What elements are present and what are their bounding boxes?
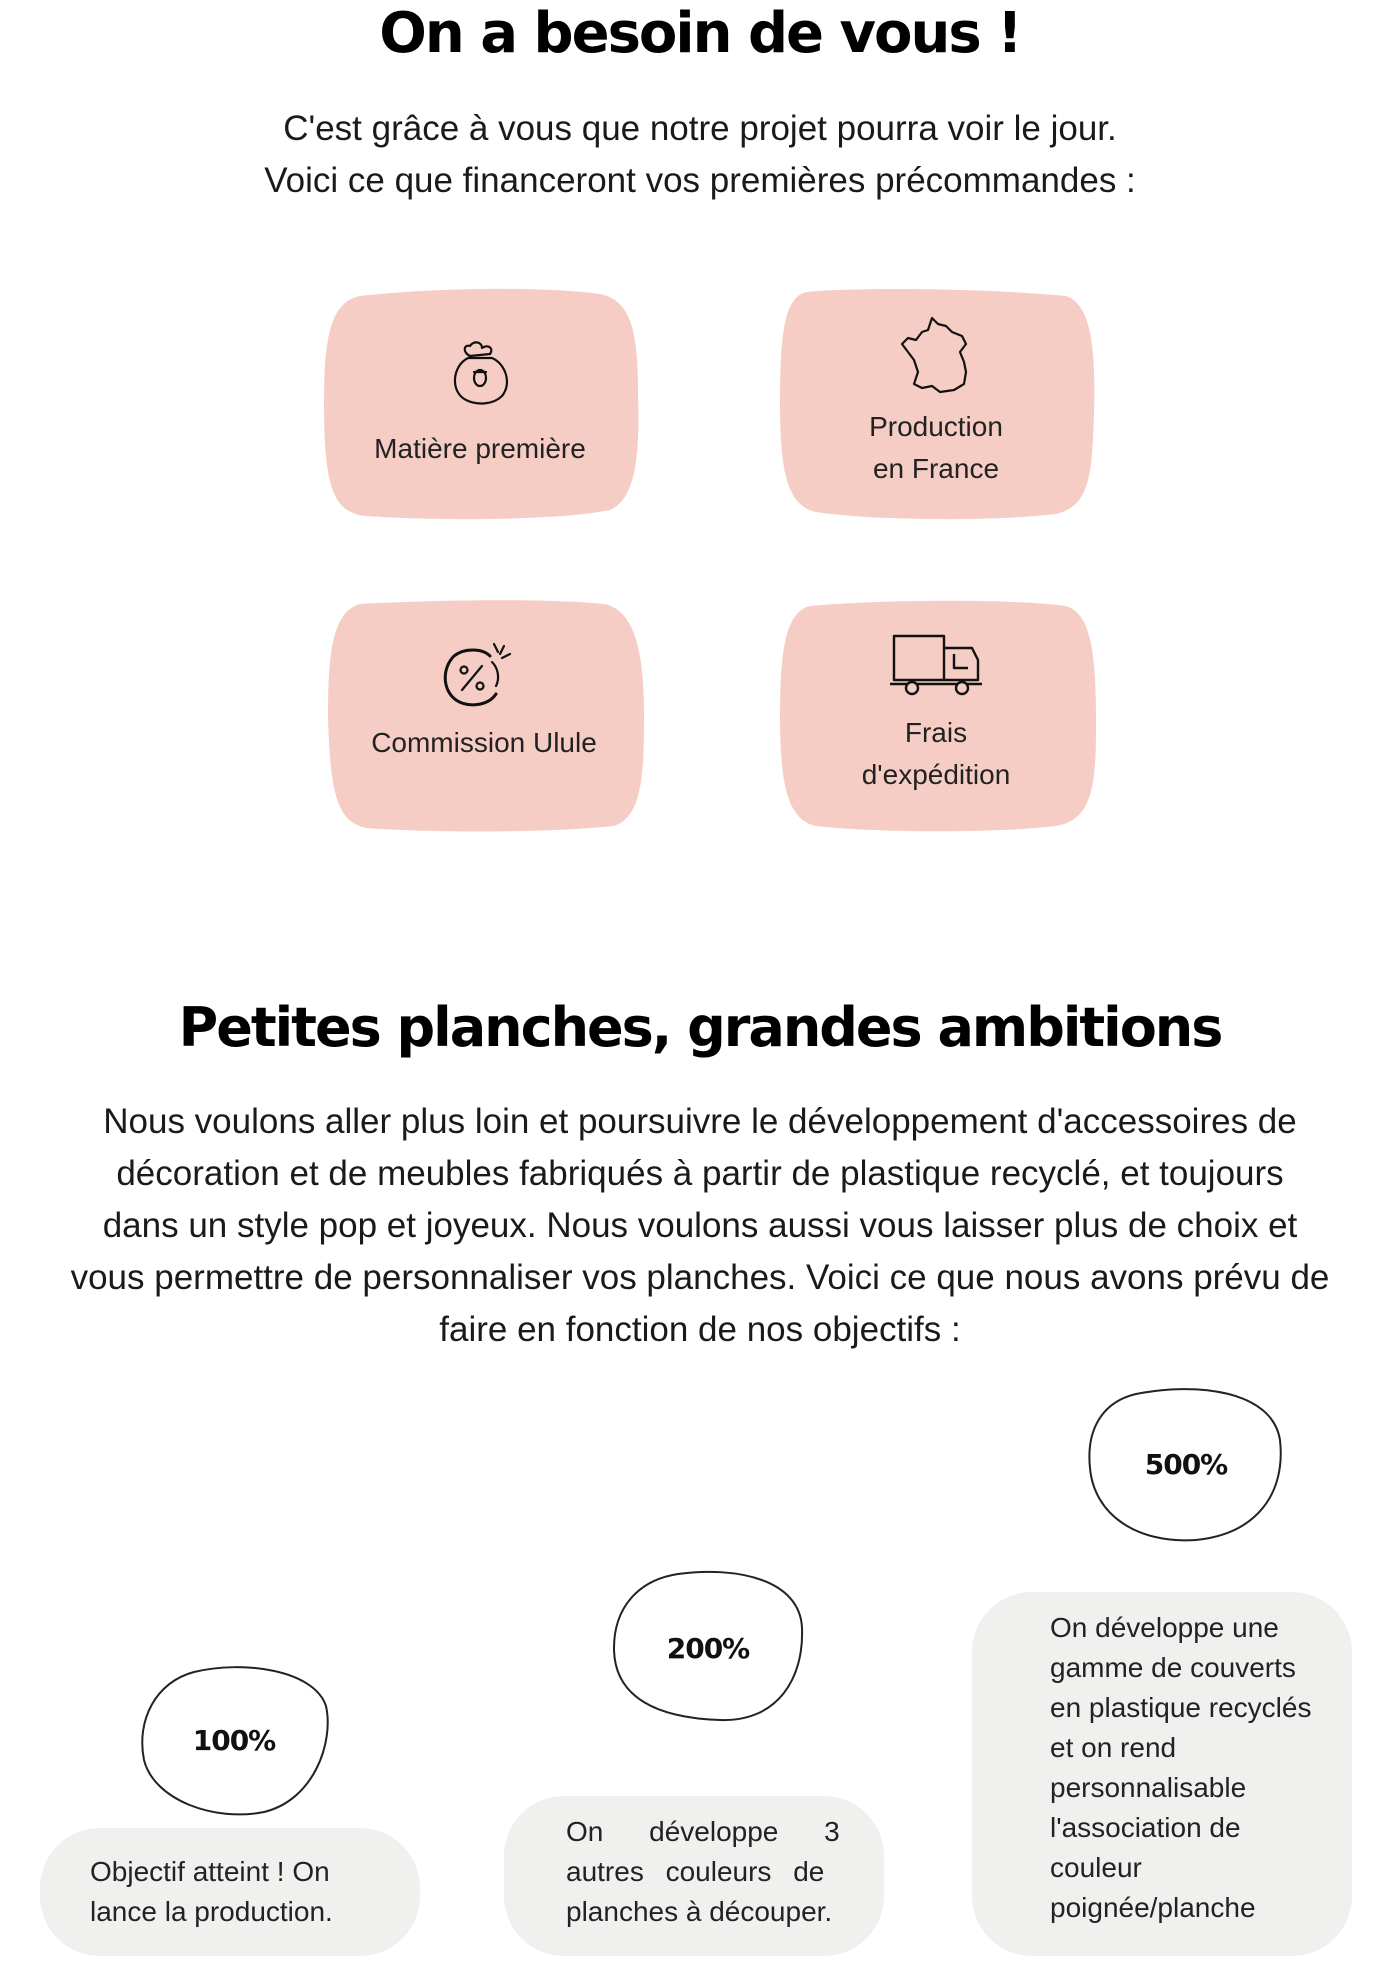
goal-box-500 <box>972 1592 1352 1956</box>
goal-text-line: couleur <box>1050 1852 1142 1883</box>
funding-card-shipping <box>776 596 1096 836</box>
funding-card-raw-material <box>320 284 640 524</box>
goal-circle-500 <box>1086 1384 1286 1544</box>
goal-text-line: lance la production. <box>90 1896 333 1927</box>
paragraph-line: Nous voulons aller plus loin et poursuivre le développement d'accessoires de <box>103 1102 1297 1141</box>
delivery-truck-icon <box>888 632 984 700</box>
goal-text-line: autres couleurs de <box>566 1856 825 1887</box>
paragraph-line: décoration et de meubles fabriqués à partir de plastique recyclé, et toujours <box>116 1154 1284 1193</box>
goal-percent: 200% <box>666 1631 750 1665</box>
card-label <box>776 712 1096 796</box>
goal-text-line: Objectif atteint ! On <box>90 1856 330 1887</box>
page-title: On a besoin de vous ! <box>379 1 1021 66</box>
goal-percent: 500% <box>1144 1447 1228 1481</box>
goal-text-line: personnalisable <box>1050 1772 1247 1803</box>
funding-card-production-france <box>776 284 1096 524</box>
card-label-line: en France <box>872 453 1000 484</box>
card-label: Matière première <box>374 433 586 464</box>
card-label-line: Production <box>869 411 1003 442</box>
goal-box-100 <box>40 1828 420 1956</box>
paragraph-line: dans un style pop et joyeux. Nous voulons aussi vous laisser plus de choix et <box>102 1206 1298 1245</box>
goal-text-line: planches à découper. <box>566 1896 833 1927</box>
goal-text-line: On développe une <box>1050 1612 1279 1643</box>
goal-text-line: en plastique recyclés <box>1050 1692 1312 1723</box>
money-bag-icon <box>448 338 512 408</box>
paragraph-line: vous permettre de personnaliser vos planches. Voici ce que nous avons prévu de <box>70 1258 1330 1297</box>
card-label-line: d'expédition <box>861 759 1011 790</box>
goal-text-line: et on rend <box>1050 1732 1177 1763</box>
percent-icon <box>434 638 524 718</box>
goal-text-line: poignée/planche <box>1050 1892 1256 1923</box>
section-title: Petites planches, grandes ambitions <box>178 996 1222 1059</box>
intro-text <box>0 103 1400 207</box>
intro-line: C'est grâce à vous que notre projet pourra voir le jour. <box>283 109 1117 148</box>
card-label <box>776 406 1096 490</box>
france-map-icon <box>894 314 978 398</box>
card-label-line: Frais <box>904 717 968 748</box>
goal-percent: 100% <box>192 1723 276 1757</box>
paragraph-line: faire en fonction de nos objectifs : <box>439 1310 961 1349</box>
card-label: Commission Ulule <box>371 727 597 758</box>
goal-box-200 <box>504 1796 884 1956</box>
goal-circle-100 <box>134 1660 334 1820</box>
goal-text-line: On développe 3 <box>566 1816 840 1847</box>
goal-circle-200 <box>608 1568 808 1728</box>
goal-text-line: l'association de <box>1050 1812 1241 1843</box>
goal-text-line: gamme de couverts <box>1050 1652 1296 1683</box>
ambitions-paragraph <box>40 1096 1360 1356</box>
intro-line: Voici ce que financeront vos premières précommandes : <box>264 161 1136 200</box>
funding-card-commission <box>324 596 644 836</box>
